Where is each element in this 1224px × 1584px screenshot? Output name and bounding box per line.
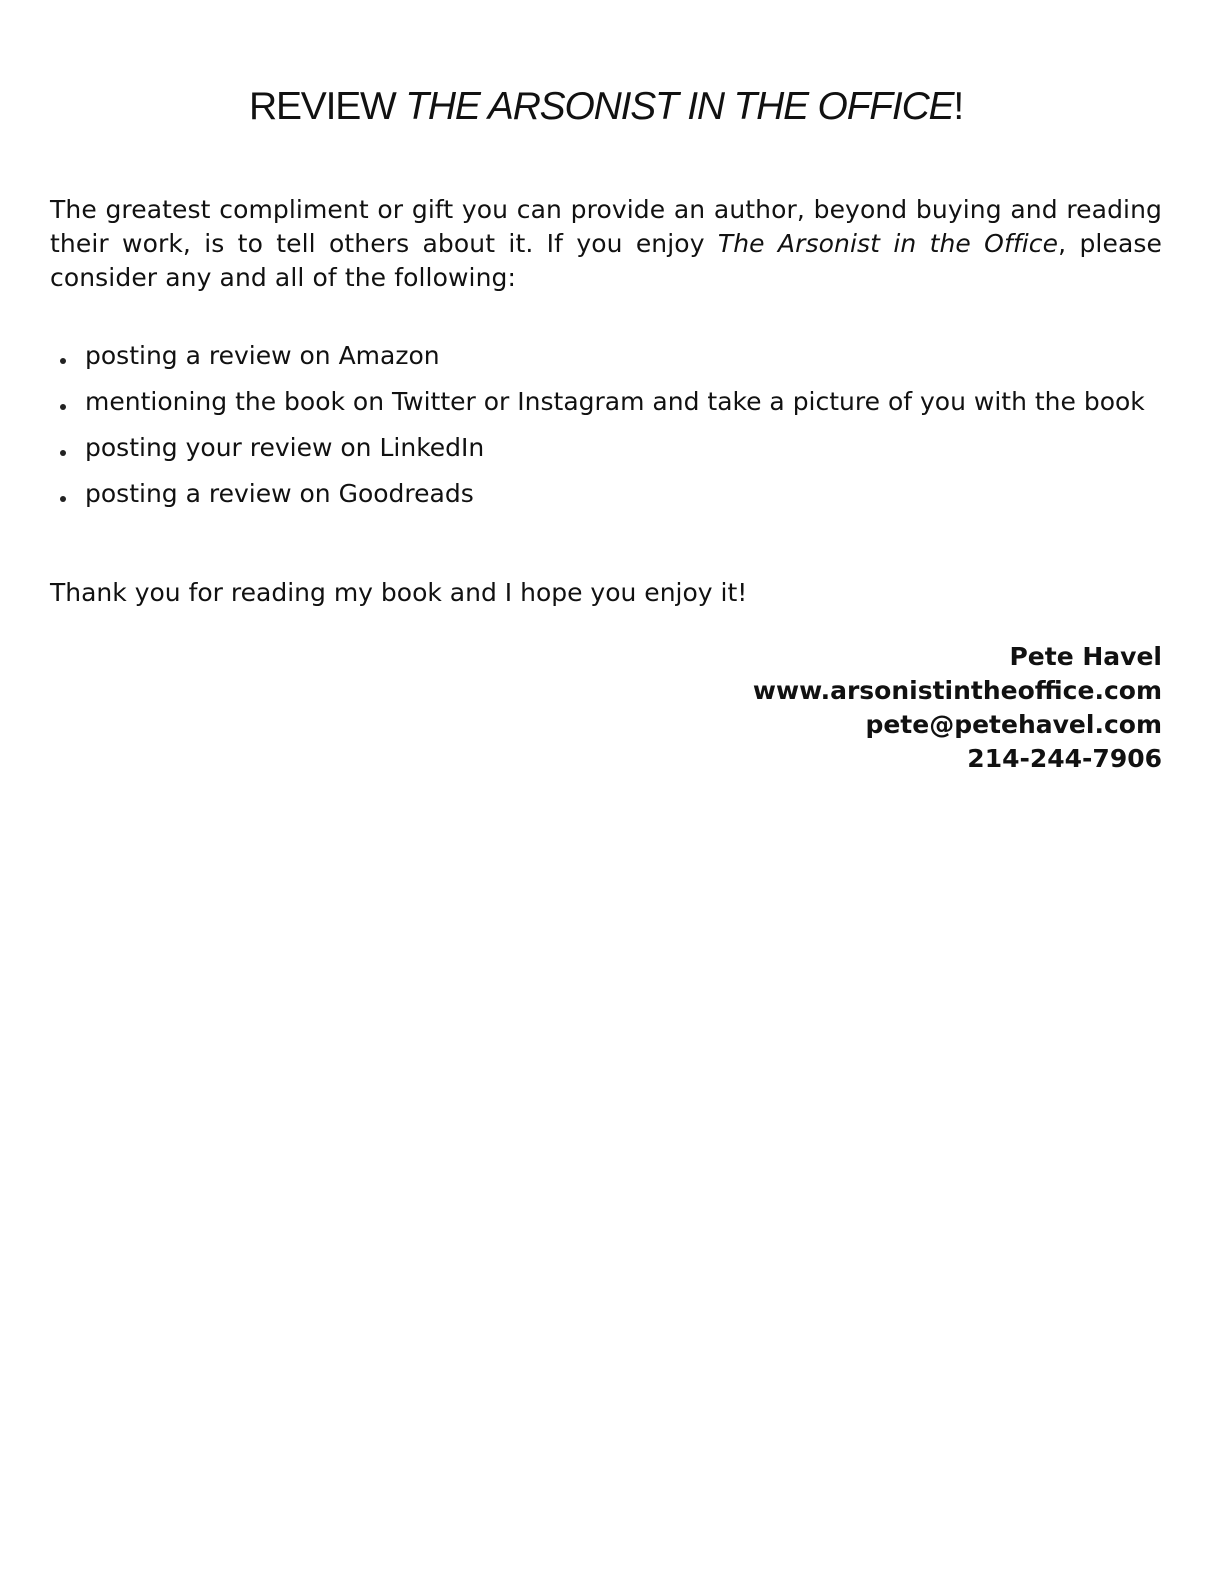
suggestion-list xyxy=(50,339,1162,523)
author-name: Pete Havel xyxy=(1009,642,1162,671)
phone-number: 214-244-7906 xyxy=(967,744,1162,773)
email-link[interactable]: pete@petehavel.com xyxy=(865,710,1162,739)
title-book-name: THE ARSONIST IN THE OFFICE xyxy=(405,85,954,128)
page-title xyxy=(50,84,1162,130)
list-item-text: posting a review on Amazon xyxy=(85,341,440,370)
intro-book-name: The Arsonist in the Office xyxy=(717,229,1059,258)
list-item xyxy=(50,431,1162,465)
bullet-icon xyxy=(60,358,66,364)
list-item-text: mentioning the book on Twitter or Instagram and take a picture of you with the book xyxy=(85,387,1145,416)
document-page xyxy=(50,0,1162,1584)
contact-block xyxy=(462,640,1162,776)
bullet-icon xyxy=(60,450,66,456)
intro-paragraph xyxy=(50,193,1162,295)
thanks-paragraph: Thank you for reading my book and I hope you enjoy it! xyxy=(50,578,748,607)
list-item-text: posting your review on LinkedIn xyxy=(85,433,485,462)
list-item-text: posting a review on Goodreads xyxy=(85,479,474,508)
list-item xyxy=(50,477,1162,511)
website-link[interactable]: www.arsonistintheoffice.com xyxy=(752,676,1162,705)
list-item xyxy=(50,385,1162,419)
bullet-icon xyxy=(60,496,66,502)
bullet-icon xyxy=(60,404,66,410)
title-suffix: ! xyxy=(953,85,963,128)
title-prefix: REVIEW xyxy=(249,85,406,128)
list-item xyxy=(50,339,1162,373)
intro-text-before: The greatest compliment or gift you can provide an author, beyond buying and reading their work, is to tell others about it. If you enjoy xyxy=(50,195,1162,258)
intro-text-after: , please consider any and all of the following: xyxy=(50,229,1162,292)
